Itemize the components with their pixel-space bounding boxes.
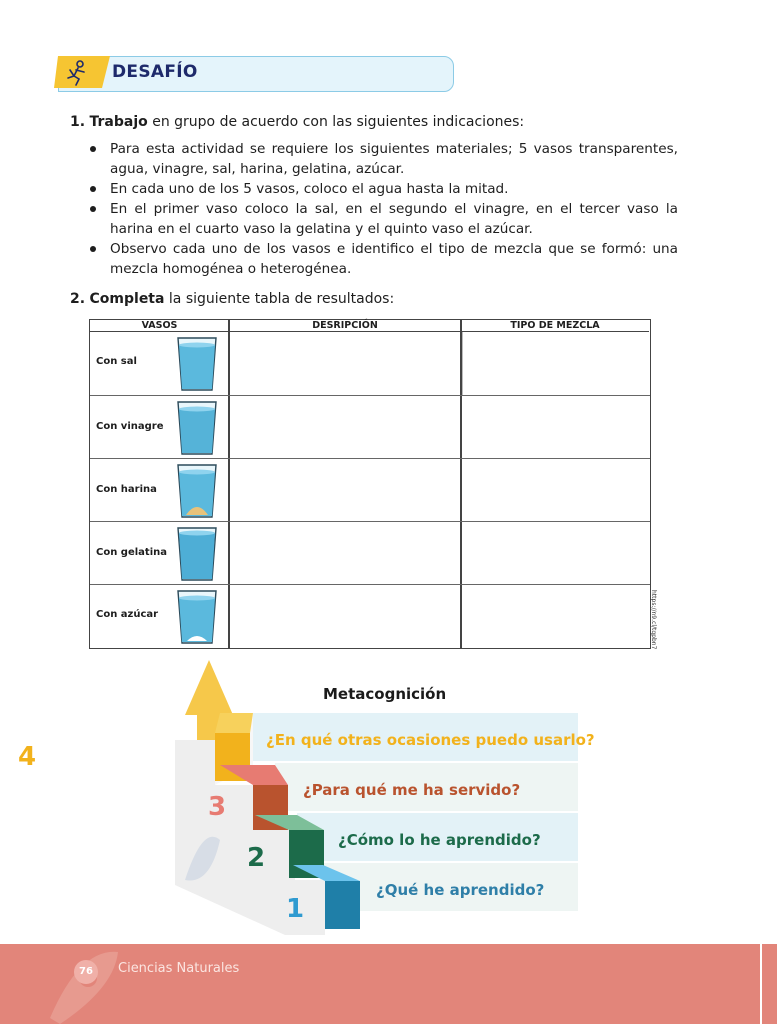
instruction-item: En el primer vaso coloco la sal, en el segundo el vinagre, en el tercer vaso la harina en el cuarto vaso la gelatina y el quinto vaso el azúcar. xyxy=(88,199,678,239)
glass-vinegar-icon xyxy=(174,400,220,456)
glass-flour-icon xyxy=(174,463,220,519)
table-row xyxy=(90,458,650,522)
instruction-item: Observo cada uno de los vasos e identifico el tipo de mezcla que se formó: una mezcla homogénea o heterogénea. xyxy=(88,239,678,279)
metacognition-title: Metacognición xyxy=(323,685,447,703)
table-header-vasos: VASOS xyxy=(90,320,229,332)
item-1-bold: Trabajo xyxy=(89,114,148,130)
step-question: ¿Para qué me ha servido? xyxy=(303,781,521,799)
instruction-item: En cada uno de los 5 vasos, coloco el agua hasta la mitad. xyxy=(88,179,678,199)
page-title: DESAFÍO xyxy=(112,62,198,82)
glass-sugar-icon xyxy=(174,589,220,645)
table-row xyxy=(90,332,650,395)
results-table xyxy=(89,319,651,649)
item-2-heading xyxy=(70,291,394,307)
row-label: Con azúcar xyxy=(96,609,159,620)
footer-edge xyxy=(762,944,777,1024)
row-label: Con harina xyxy=(96,484,157,495)
table-header-descripcion: DESRIPCIÓN xyxy=(229,320,461,332)
instruction-item: Para esta actividad se requiere los siguientes materiales; 5 vasos transparentes, agua, vinagre, sal, harina, gelatina, azúcar. xyxy=(88,139,678,179)
step-number: 2 xyxy=(247,843,266,873)
footer-bar xyxy=(0,944,760,1024)
runner-icon xyxy=(52,52,114,92)
item-2-number: 2. xyxy=(70,291,86,307)
row-label: Con gelatina xyxy=(96,547,168,558)
item-2-text: la siguiente tabla de resultados: xyxy=(164,291,395,307)
item-1-text: en grupo de acuerdo con las siguientes indicaciones: xyxy=(147,114,525,130)
step-question: ¿Qué he aprendido? xyxy=(376,881,545,899)
table-row xyxy=(90,395,650,459)
row-label: Con vinagre xyxy=(96,421,164,432)
image-source: https://n9.cl/tqpbn7 xyxy=(650,590,657,650)
step-question: ¿Cómo lo he aprendido? xyxy=(338,831,541,849)
table-row xyxy=(90,521,650,585)
table-row xyxy=(90,584,650,648)
glass-salt-icon xyxy=(174,336,220,392)
item-2-bold: Completa xyxy=(89,291,165,307)
row-label: Con sal xyxy=(96,356,137,367)
item-1-number: 1. xyxy=(70,114,86,130)
item-1-heading xyxy=(70,114,524,130)
rocket-icon xyxy=(30,948,120,1024)
instruction-list xyxy=(88,139,678,279)
step-number: 4 xyxy=(18,742,37,772)
page-number: 76 xyxy=(74,960,98,984)
step-question: ¿En qué otras ocasiones puedo usarlo? xyxy=(266,731,595,749)
cell-line xyxy=(462,332,463,395)
step-number: 3 xyxy=(208,792,227,822)
subject-name: Ciencias Naturales xyxy=(118,961,240,976)
glass-gelatin-icon xyxy=(174,526,220,582)
table-header-tipo: TIPO DE MEZCLA xyxy=(461,320,649,332)
step-number: 1 xyxy=(286,894,305,924)
